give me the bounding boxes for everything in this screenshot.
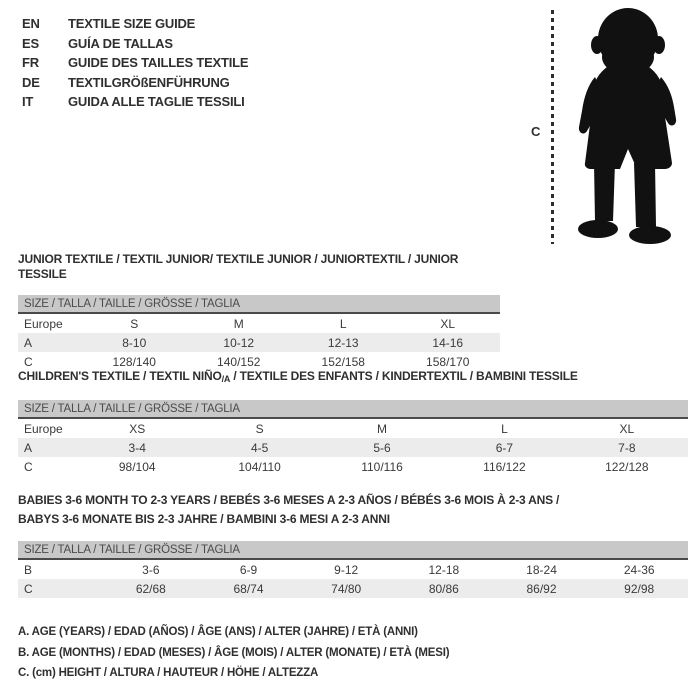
table-row xyxy=(18,438,688,457)
age-cell: 14-16 xyxy=(432,335,464,350)
title-line-2: BABYS 3-6 MONATE BIS 2-3 JAHRE / BAMBINI 3-6 MESI A 2-3 ANNI xyxy=(18,512,390,526)
size-cell: S xyxy=(130,316,139,331)
row-label: Europe xyxy=(24,316,63,331)
height-measure-label: C xyxy=(531,124,541,139)
row-label: B xyxy=(24,562,33,577)
language-title: GUÍA DE TALLAS xyxy=(68,35,173,51)
row-label: C xyxy=(24,581,33,596)
size-cell: S xyxy=(255,421,264,436)
title-line-1: BABIES 3-6 MONTH TO 2-3 YEARS / BEBÉS 3-6 MESES A 2-3 AÑOS / BÉBÉS 3-6 MOIS À 2-3 ANS / xyxy=(18,493,560,507)
babies-textile-table xyxy=(18,491,688,598)
age-cell: 7-8 xyxy=(618,440,636,455)
babies-size-header: SIZE / TALLA / TAILLE / GRÖSSE / TAGLIA xyxy=(18,541,688,560)
height-cell: 62/68 xyxy=(135,581,166,596)
junior-textile-table xyxy=(18,252,500,371)
height-measure-dashed-line xyxy=(551,10,554,244)
table-row xyxy=(18,333,500,352)
height-cell: 104/110 xyxy=(238,459,281,474)
height-cell: 80/86 xyxy=(428,581,459,596)
note-age-months: B. AGE (MONTHS) / EDAD (MESES) / ÂGE (MOIS) / ALTER (MONATE) / ETÀ (MESI) xyxy=(18,646,450,659)
childrens-textile-table xyxy=(18,369,688,476)
age-cell: 6-9 xyxy=(239,562,258,577)
junior-size-header: SIZE / TALLA / TAILLE / GRÖSSE / TAGLIA xyxy=(18,295,500,314)
height-cell: 116/122 xyxy=(483,459,526,474)
age-cell: 9-12 xyxy=(334,562,359,577)
height-cell: 158/170 xyxy=(426,354,470,369)
junior-table-title: JUNIOR TEXTILE / TEXTIL JUNIOR/ TEXTILE JUNIOR / JUNIORTEXTIL / JUNIOR TESSILE xyxy=(18,252,459,281)
language-title: TEXTILGRÖßENFÜHRUNG xyxy=(68,74,230,90)
height-cell: 92/98 xyxy=(624,581,655,596)
row-label: A xyxy=(24,440,33,455)
title-subscript: /A xyxy=(221,374,231,384)
size-cell: L xyxy=(339,316,347,331)
language-row-es xyxy=(22,34,248,54)
row-label: Europe xyxy=(24,421,63,436)
size-cell: XL xyxy=(440,316,456,331)
age-cell: 4-5 xyxy=(250,440,269,455)
age-cell: 24-36 xyxy=(623,562,655,577)
language-list xyxy=(22,14,248,112)
age-cell: 12-18 xyxy=(428,562,460,577)
age-cell: 18-24 xyxy=(526,562,557,577)
size-cell: XL xyxy=(619,421,635,436)
row-label: C xyxy=(24,354,33,369)
height-cell: 68/74 xyxy=(233,581,264,596)
table-row xyxy=(18,457,688,476)
note-age-years: A. AGE (YEARS) / EDAD (AÑOS) / ÂGE (ANS) / ALTER (JAHRE) / ETÀ (ANNI) xyxy=(18,626,418,638)
height-cell: 110/116 xyxy=(361,459,403,474)
childrens-table-title xyxy=(18,369,688,387)
size-cell: L xyxy=(501,421,508,436)
height-cell: 122/128 xyxy=(605,459,649,474)
language-code: IT xyxy=(22,94,34,109)
height-cell: 98/104 xyxy=(118,459,156,474)
toddler-silhouette-icon xyxy=(562,5,698,247)
babies-table-title xyxy=(18,491,688,529)
language-code: FR xyxy=(22,55,39,70)
language-row-fr xyxy=(22,53,248,73)
language-title: GUIDE DES TAILLES TEXTILE xyxy=(68,55,249,70)
age-cell: 8-10 xyxy=(122,335,147,350)
language-code: DE xyxy=(22,74,40,90)
language-row-de xyxy=(22,73,248,93)
age-cell: 3-6 xyxy=(142,562,160,577)
table-row xyxy=(18,560,688,579)
age-cell: 10-12 xyxy=(223,335,255,350)
language-row-en xyxy=(22,14,248,34)
table-row xyxy=(18,314,500,333)
height-cell: 74/80 xyxy=(331,581,362,596)
language-code: ES xyxy=(22,35,39,51)
title-text: CHILDREN'S TEXTILE / TEXTIL NIÑO xyxy=(18,369,222,383)
language-title: GUIDA ALLE TAGLIE TESSILI xyxy=(68,94,245,109)
title-text: / TEXTILE DES ENFANTS / KINDERTEXTIL / BAMBINI TESSILE xyxy=(230,369,578,383)
size-cell: XS xyxy=(129,421,146,436)
size-cell: M xyxy=(233,316,244,331)
age-cell: 5-6 xyxy=(373,440,391,455)
height-cell: 86/92 xyxy=(526,581,557,596)
language-code: EN xyxy=(22,16,40,31)
height-cell: 140/152 xyxy=(217,354,261,369)
age-cell: 12-13 xyxy=(327,335,359,350)
language-row-it xyxy=(22,92,248,112)
table-row xyxy=(18,579,688,598)
height-cell: 128/140 xyxy=(112,354,156,369)
childrens-size-header: SIZE / TALLA / TAILLE / GRÖSSE / TAGLIA xyxy=(18,400,688,419)
age-cell: 6-7 xyxy=(495,440,514,455)
language-title: TEXTILE SIZE GUIDE xyxy=(68,16,196,31)
row-label: A xyxy=(24,335,33,350)
row-label: C xyxy=(24,459,33,474)
age-cell: 3-4 xyxy=(128,440,146,455)
legend-notes xyxy=(18,622,449,684)
table-row xyxy=(18,419,688,438)
height-cell: 152/158 xyxy=(321,354,365,369)
note-height-cm: C. (cm) HEIGHT / ALTURA / HAUTEUR / HÖHE / ALTEZZA xyxy=(18,667,319,679)
size-cell: M xyxy=(377,421,388,436)
